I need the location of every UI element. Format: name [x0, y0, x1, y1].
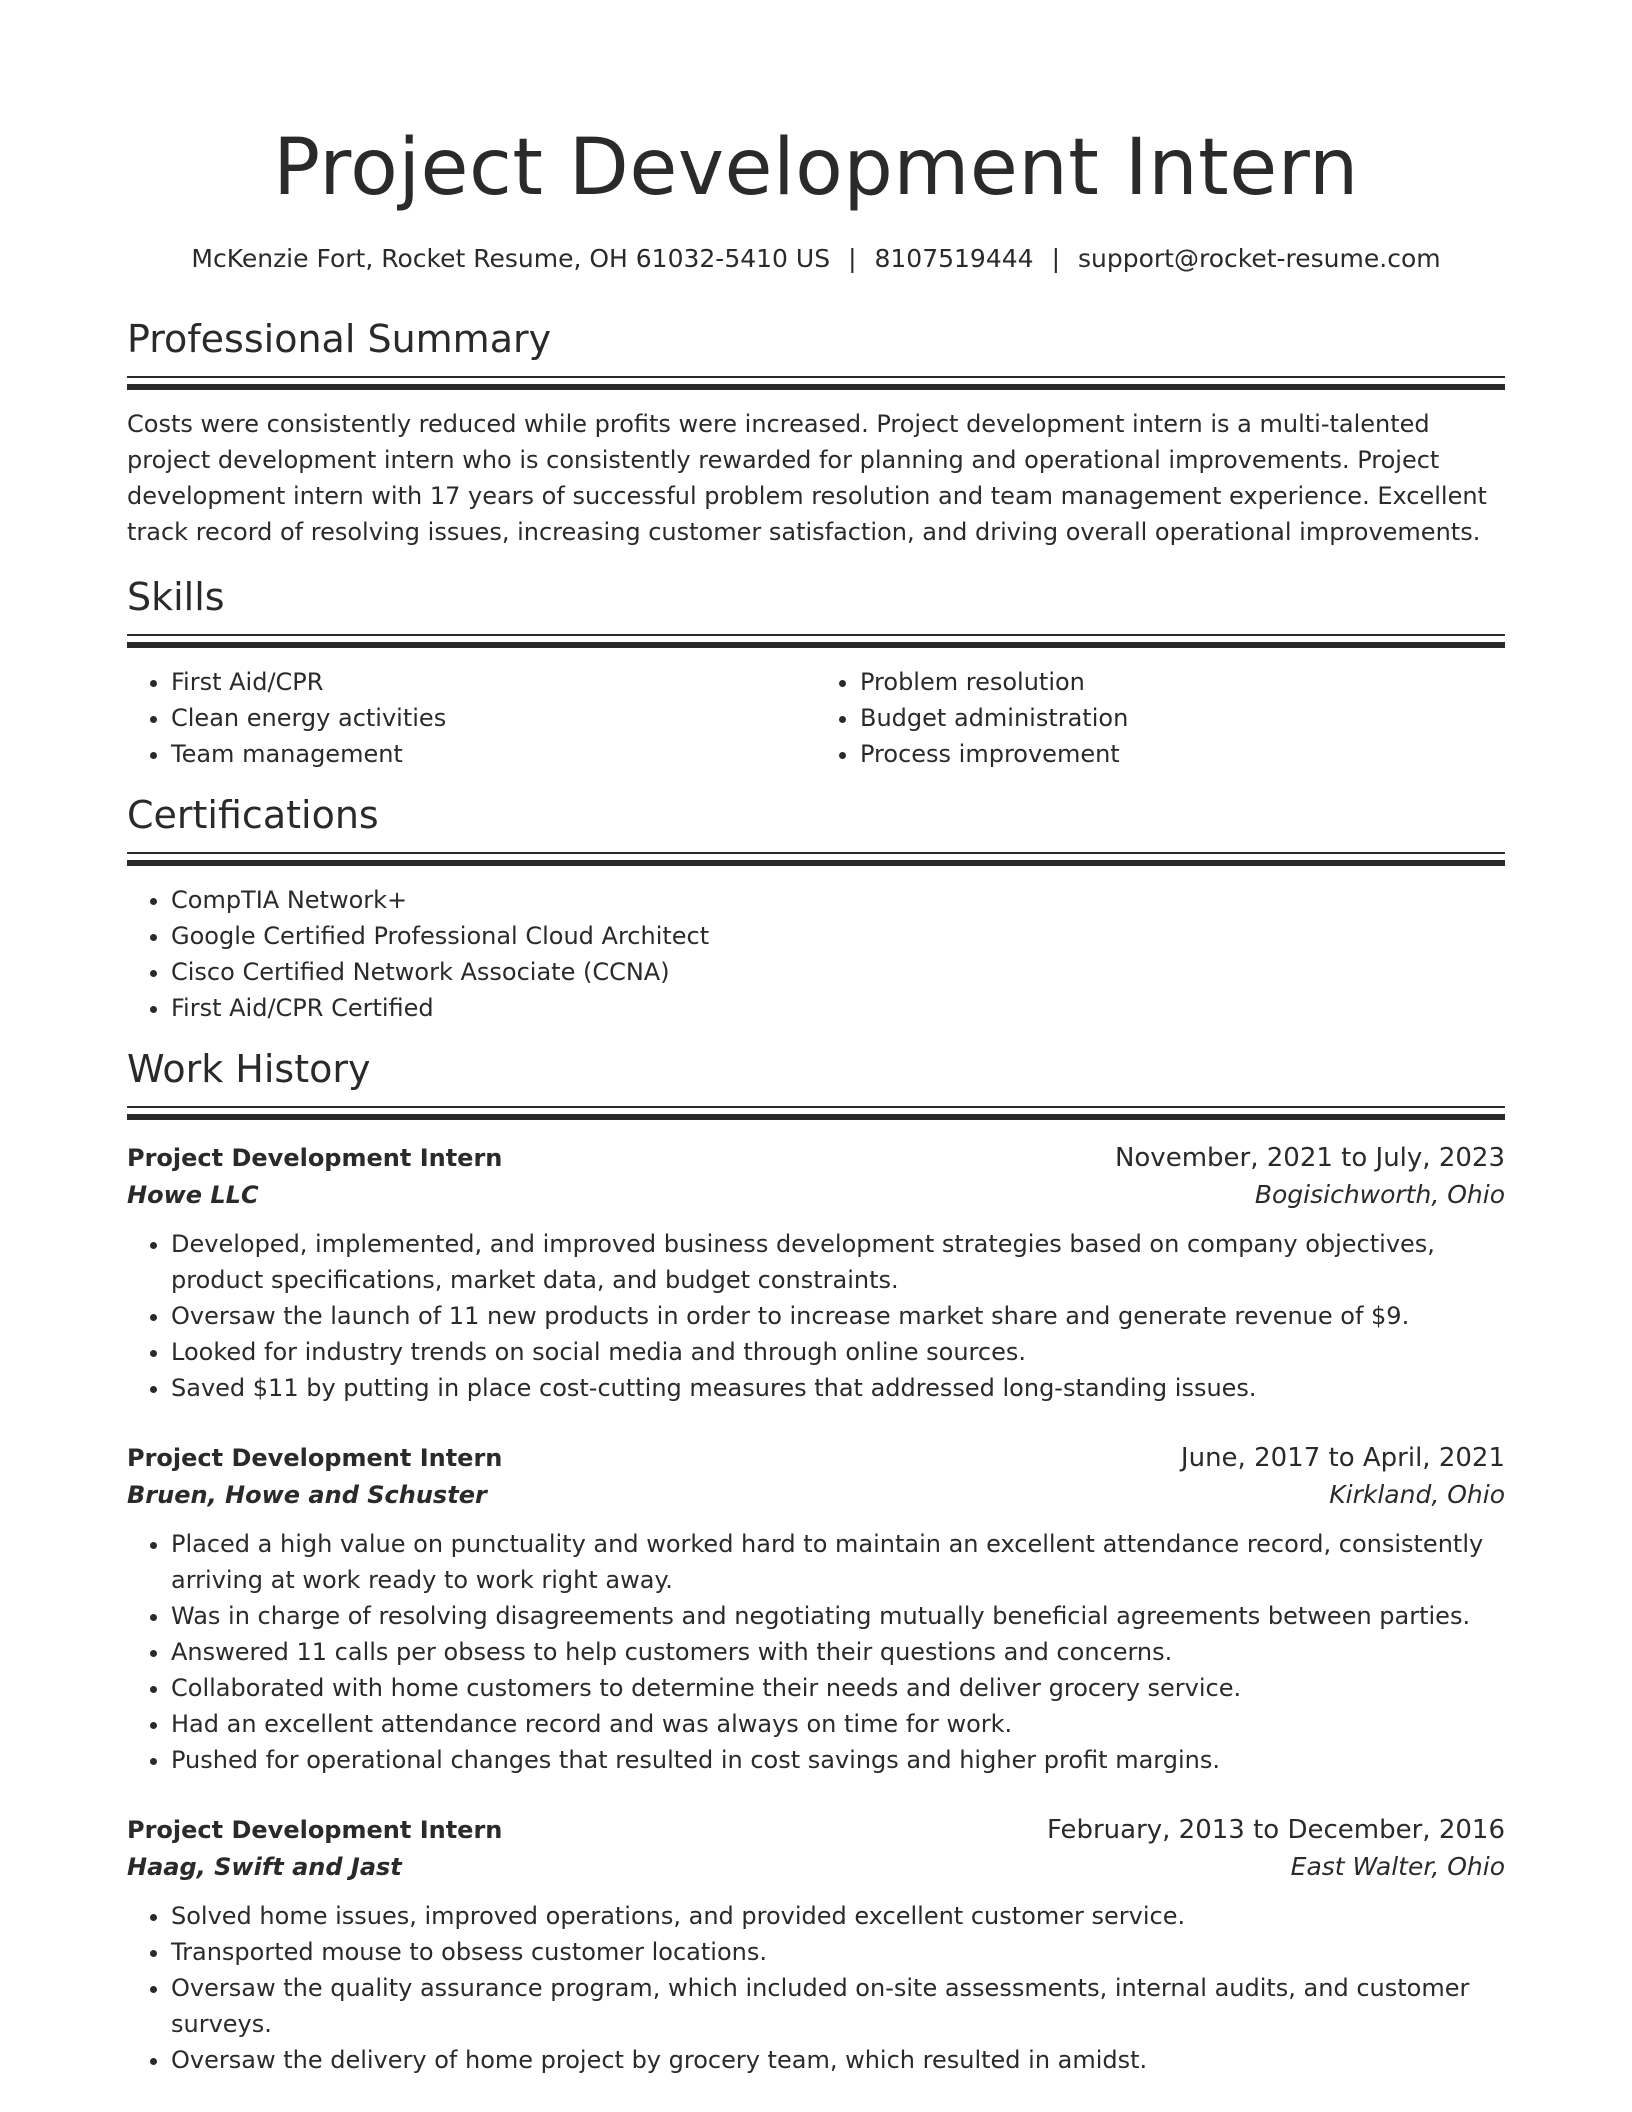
- section-heading: Certifications: [127, 793, 379, 837]
- contact-email: support@rocket-resume.com: [1078, 244, 1441, 273]
- job-location: Kirkland, Ohio: [1329, 1480, 1505, 1509]
- job-dates: November, 2021 to July, 2023: [1114, 1143, 1505, 1173]
- certification-item: • First Aid/CPR Certified: [171, 990, 1505, 1026]
- section-divider: [127, 634, 1505, 648]
- job-location: East Walter, Ohio: [1290, 1852, 1505, 1881]
- skills-section: [127, 574, 1505, 772]
- skill-item: • Team management: [171, 736, 816, 772]
- job-entry: [127, 1140, 1505, 1406]
- contact-address: McKenzie Fort, Rocket Resume, OH 61032-5410 US: [191, 244, 831, 273]
- contact-phone: 8107519444: [874, 244, 1034, 273]
- job-company: Haag, Swift and Jast: [127, 1853, 402, 1881]
- job-title: Project Development Intern: [127, 1816, 503, 1844]
- job-bullets: [127, 1898, 1505, 2078]
- job-title: Project Development Intern: [127, 1144, 503, 1172]
- job-bullet: • Transported mouse to obsess customer locations.: [171, 1934, 1505, 1970]
- skills-list-right: [816, 664, 1505, 772]
- job-bullet: • Was in charge of resolving disagreements and negotiating mutually beneficial agreements between parties.: [171, 1598, 1505, 1634]
- job-company-row: [127, 1176, 1505, 1214]
- job-company: Howe LLC: [127, 1181, 259, 1209]
- job-title: Project Development Intern: [127, 1444, 503, 1472]
- job-dates: June, 2017 to April, 2021: [1180, 1443, 1505, 1473]
- job-bullet: • Collaborated with home customers to determine their needs and deliver grocery service.: [171, 1670, 1505, 1706]
- job-header-row: [127, 1140, 1505, 1176]
- skill-item: • Budget administration: [860, 700, 1505, 736]
- job-bullet: • Pushed for operational changes that resulted in cost savings and higher profit margins.: [171, 1742, 1505, 1778]
- certification-item: • Cisco Certified Network Associate (CCNA): [171, 954, 1505, 990]
- job-company: Bruen, Howe and Schuster: [127, 1481, 487, 1509]
- job-dates: February, 2013 to December, 2016: [1046, 1815, 1505, 1845]
- job-bullet: • Looked for industry trends on social media and through online sources.: [171, 1334, 1505, 1370]
- section-heading: Skills: [127, 575, 225, 619]
- resume-title: Project Development Intern: [273, 123, 1359, 213]
- job-bullets: [127, 1226, 1505, 1406]
- work-history-section: [127, 1046, 1505, 2078]
- job-bullet: • Oversaw the delivery of home project by grocery team, which resulted in amidst.: [171, 2042, 1505, 2078]
- section-divider: [127, 1106, 1505, 1120]
- job-bullet: • Saved $11 by putting in place cost-cutting measures that addressed long-standing issues.: [171, 1370, 1505, 1406]
- job-bullet: • Solved home issues, improved operations, and provided excellent customer service.: [171, 1898, 1505, 1934]
- job-company-row: [127, 1476, 1505, 1514]
- job-bullet: • Oversaw the launch of 11 new products in order to increase market share and generate revenue of $9.: [171, 1298, 1505, 1334]
- skill-item: • Process improvement: [860, 736, 1505, 772]
- certification-item: • CompTIA Network+: [171, 882, 1505, 918]
- professional-summary-section: [127, 316, 1505, 550]
- skill-item: • First Aid/CPR: [171, 664, 816, 700]
- job-entry: [127, 1440, 1505, 1778]
- skill-item: • Clean energy activities: [171, 700, 816, 736]
- summary-text: Costs were consistently reduced while profits were increased. Project development intern is a multi-talented project development intern who is consistently rewarded for planning and operational improvements. Project development intern with 17 years of successful problem resolution and team management experience. Excellent track record of resolving issues, increasing customer satisfaction, and driving overall operational improvements.: [127, 410, 1487, 546]
- certifications-list: [127, 882, 1505, 1026]
- skill-item: • Problem resolution: [860, 664, 1505, 700]
- job-header-row: [127, 1440, 1505, 1476]
- job-entry: [127, 1812, 1505, 2078]
- skills-grid: [127, 648, 1505, 772]
- section-heading: Professional Summary: [127, 317, 552, 361]
- job-header-row: [127, 1812, 1505, 1848]
- job-location: Bogisichworth, Ohio: [1254, 1180, 1505, 1209]
- section-divider: [127, 376, 1505, 390]
- contact-separator: |: [848, 244, 857, 273]
- certifications-section: [127, 792, 1505, 1026]
- section-divider: [127, 852, 1505, 866]
- contact-separator: |: [1051, 244, 1060, 273]
- contact-line: [127, 242, 1505, 276]
- job-bullet: • Had an excellent attendance record and was always on time for work.: [171, 1706, 1505, 1742]
- job-bullet: • Developed, implemented, and improved business development strategies based on company objectives, product specifications, market data, and budget constraints.: [171, 1226, 1505, 1298]
- job-bullet: • Answered 11 calls per obsess to help customers with their questions and concerns.: [171, 1634, 1505, 1670]
- job-company-row: [127, 1848, 1505, 1886]
- job-bullet: • Oversaw the quality assurance program, which included on-site assessments, internal audits, and customer surveys.: [171, 1970, 1505, 2042]
- section-heading: Work History: [127, 1047, 371, 1091]
- job-bullet: • Placed a high value on punctuality and worked hard to maintain an excellent attendance record, consistently arriving at work ready to work right away.: [171, 1526, 1505, 1598]
- skills-list-left: [127, 664, 816, 772]
- job-bullets: [127, 1526, 1505, 1778]
- certification-item: • Google Certified Professional Cloud Architect: [171, 918, 1505, 954]
